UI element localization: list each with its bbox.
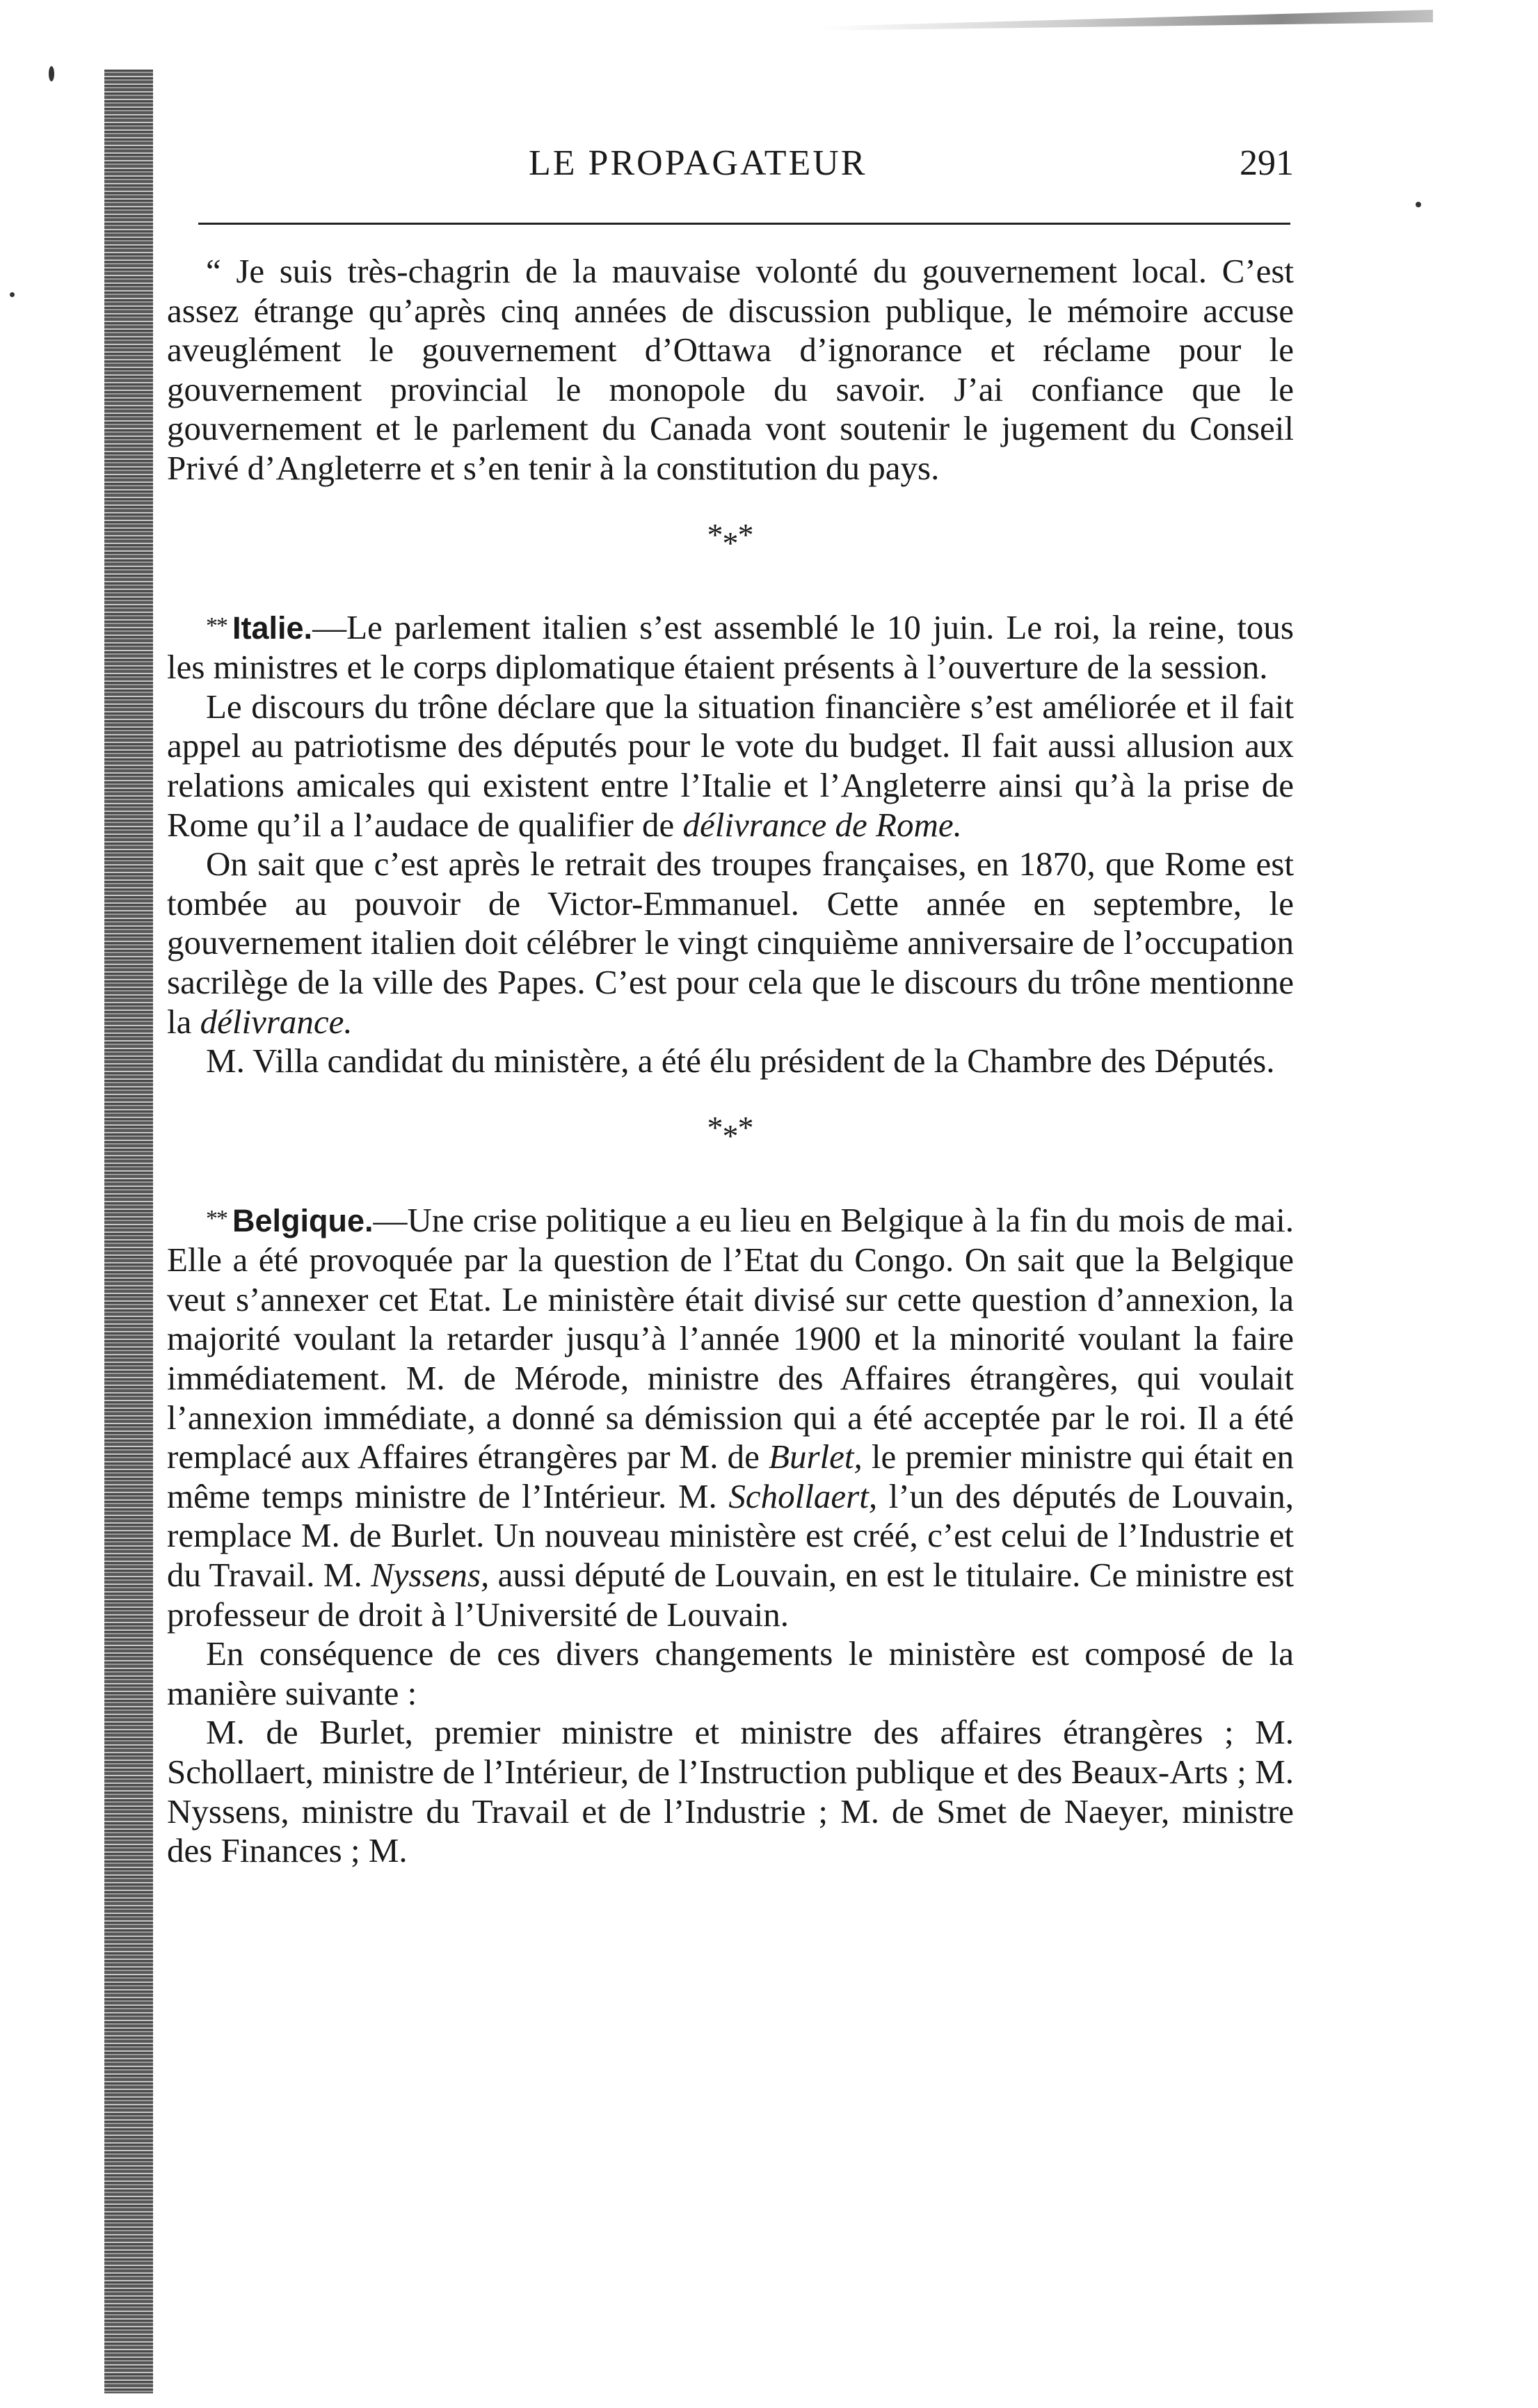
italie-paragraph-3 bbox=[167, 845, 1294, 1042]
quote-paragraph: “ Je suis très-chagrin de la mauvaise volonté du gouvernement local. C’est assez étrange qu’après cinq années de discussion publique, le mémoire accuse aveuglément le gouvernement d’Ottawa d’ignorance et réclame pour le gouvernement provincial le monopole du savoir. J’ai confiance que le gouvernement et le parlement du Canada vont soutenir le jugement du Conseil Privé d’Angleterre et s’en tenir à la constitution du pays. bbox=[167, 252, 1294, 487]
asterism-star: * bbox=[707, 1109, 723, 1145]
binding-edge bbox=[104, 70, 153, 2393]
article-body bbox=[167, 252, 1294, 1871]
header-rule bbox=[198, 223, 1290, 225]
asterism-star: * bbox=[722, 525, 739, 561]
italie-text-1: —Le parlement italien s’est assemblé le 10 juin. Le roi, la reine, tous les ministres et le corps diplomatique étaient présents à l’ouverture de la session. bbox=[167, 607, 1294, 687]
italie-italic-3: délivrance. bbox=[200, 1002, 353, 1041]
belgique-text-1a: —Une crise politique a eu lieu en Belgique à la fin du mois de mai. Elle a été provoquée par la question de l’Etat du Congo. On sait que la Belgique veut s’annexer cet Etat. Le ministère était divisé sur cette question d’annexion, la majorité voulant la retarder jusqu’à l’année 1900 et la minorité voulant la faire immédiatement. M. de Mérode, ministre des Affaires étrangères, qui voulait l’annexion immédiate, a donné sa démission qui a été acceptée par le roi. Il a été remplacé aux Affaires étrangères par M. de bbox=[167, 1200, 1294, 1476]
belgique-paragraph-3: M. de Burlet, premier ministre et ministre des affaires étrangères ; M. Schollaert, ministre de l’Intérieur, de l’Instruction publique et des Beaux-Arts ; M. Nyssens, ministre du Travail et de l’Industrie ; M. de Smet de Naeyer, ministre des Finances ; M. bbox=[167, 1713, 1294, 1870]
belgique-paragraph-2: En conséquence de ces divers changements le ministère est composé de la manière suivante : bbox=[167, 1634, 1294, 1712]
scan-speck bbox=[10, 292, 15, 297]
section-heading-italie: Italie. bbox=[232, 609, 313, 646]
belgique-text-1b: le premier ministre qui était en même temps ministre de l’Intérieur. M. bbox=[167, 1437, 1294, 1515]
italie-paragraph-4: M. Villa candidat du ministère, a été élu président de la Chambre des Députés. bbox=[206, 1042, 1275, 1081]
italie-italic-2: délivrance de Rome. bbox=[682, 805, 962, 844]
asterism-star: * bbox=[737, 1109, 754, 1145]
belgique-text-1c: l’un des députés de Louvain, remplace M. de Burlet. Un nouveau ministère est créé, c’est celui de l’Industrie et du Travail. M. bbox=[167, 1476, 1294, 1595]
section-asterism bbox=[167, 488, 1294, 607]
italie-paragraph-2 bbox=[167, 687, 1294, 845]
person-name-schollaert: Schollaert, bbox=[728, 1476, 878, 1515]
section-heading-belgique: Belgique. bbox=[232, 1202, 374, 1238]
section-asterism bbox=[167, 1081, 1294, 1199]
running-head: LE PROPAGATEUR bbox=[529, 143, 867, 183]
italie-text-3: On sait que c’est après le retrait des troupes françaises, en 1870, que Rome est tombée au pouvoir de Victor-Emmanuel. Cette année en septembre, le gouvernement italien doit célébrer le vingt cinquième anniversaire de l’occupation sacrilège de la ville des Papes. C’est pour cela que le discours du trône mentionne la bbox=[167, 845, 1294, 1041]
person-name-nyssens: Nyssens, bbox=[371, 1556, 490, 1595]
section-mark: ** bbox=[206, 1205, 227, 1231]
italie-paragraph-1 bbox=[167, 607, 1294, 687]
person-name-burlet: Burlet, bbox=[769, 1437, 863, 1476]
scan-speck bbox=[1416, 202, 1421, 207]
asterism-star: * bbox=[722, 1117, 739, 1154]
page-header bbox=[160, 139, 1294, 188]
scan-smudge bbox=[821, 10, 1433, 31]
section-mark: ** bbox=[206, 612, 227, 639]
belgique-text-1d: aussi député de Louvain, en est le titulaire. Ce ministre est professeur de droit à l’Université de Louvain. bbox=[167, 1556, 1295, 1634]
italie-text-2: Le discours du trône déclare que la situation financière s’est améliorée et il fait appel au patriotisme des députés pour le vote du budget. Il fait aussi allusion aux relations amicales qui existent entre l’Italie et l’Angleterre ainsi qu’à la prise de Rome qu’il a l’audace de qualifier de bbox=[167, 687, 1294, 844]
page-number: 291 bbox=[1240, 143, 1294, 183]
asterism-star: * bbox=[707, 516, 723, 552]
asterism-star: * bbox=[737, 516, 754, 552]
belgique-paragraph-1 bbox=[167, 1199, 1294, 1635]
scan-speck bbox=[49, 66, 54, 81]
